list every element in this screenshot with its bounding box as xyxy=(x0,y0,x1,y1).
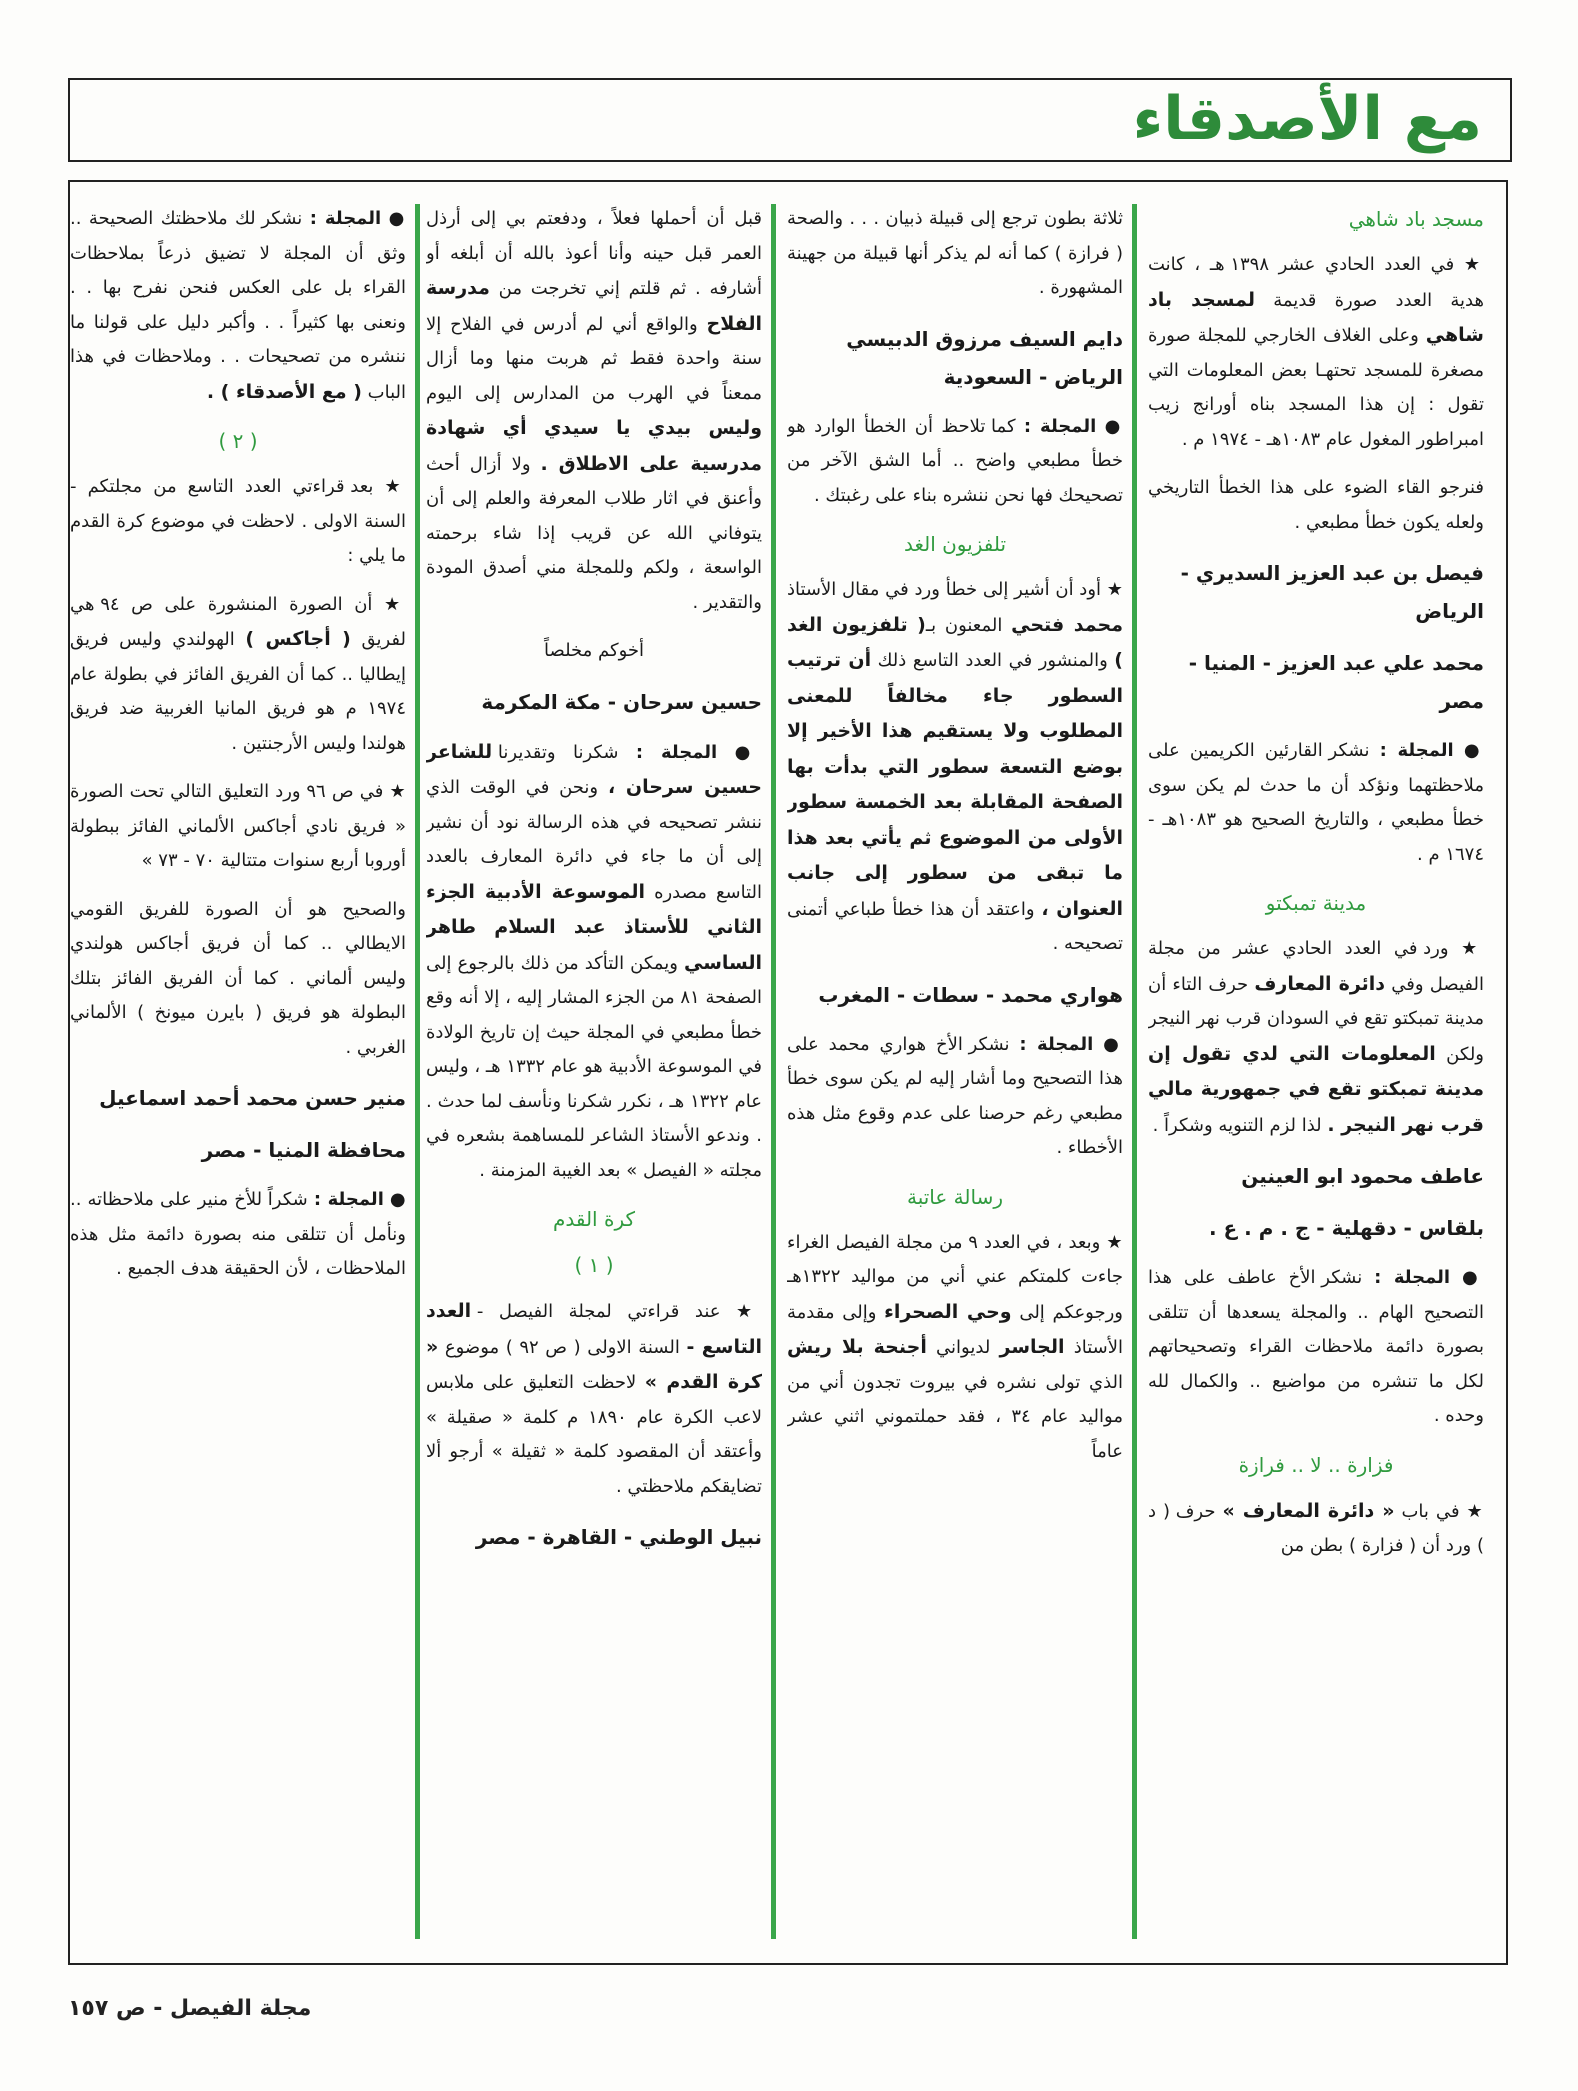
column-2 xyxy=(787,202,1123,1942)
paragraph: والصحيح هو أن الصورة للفريق القومي الايطالي .. كما أن فريق أجاكس هولندي وليس ألماني . كما أن الفريق الفائز بتلك البطولة هو فريق ( بايرن ميونخ ) الألماني الغربي . xyxy=(70,898,406,1058)
editor-reply: ● المجلة : نشكر الأخ هواري محمد على هذا التصحيح وما أشار إليه لم يكن سوى خطأ مطبعي رغم حرصنا على عدم وقوع مثل هذه الأخطاء . xyxy=(787,1033,1123,1158)
bullet-icon: ● xyxy=(1093,1033,1123,1055)
editor-reply: ● المجلة : شكراً للأخ منير على ملاحظاته .. ونأمل أن تتلقى منه بصورة دائمة مثل هذه الملاحظات ، لأن الحقيقة هدف الجميع . xyxy=(70,1189,406,1279)
column-divider xyxy=(771,204,776,1939)
editor-reply: ● المجلة : نشكر الأخ عاطف على هذا التصحيح الهام .. والمجلة يسعدها أن تتلقى بصورة دائمة ملاحظات القراء وتصحيحاتهم لكل ما تنشره من مواضيع .. والكمال لله وحده . xyxy=(1148,1267,1484,1426)
editor-reply: ● المجلة : كما تلاحظ أن الخطأ الوارد هو خطأ مطبعي واضح .. أما الشق الآخر من تصحيحك فها نحن ننشره بناء على رغبتك . xyxy=(787,415,1123,506)
star-icon: ★ xyxy=(720,1301,762,1322)
signature: دايم السيف مرزوق الدبيسي الرياض - السعودية xyxy=(846,326,1123,389)
bullet-icon: ● xyxy=(1450,1267,1484,1288)
signature: منير حسن محمد أحمد اسماعيل xyxy=(99,1086,406,1110)
signature: محافظة المنيا - مصر xyxy=(201,1138,406,1162)
content-frame xyxy=(68,180,1508,1965)
star-icon: ★ xyxy=(372,593,406,615)
star-icon: ★ xyxy=(1459,1500,1484,1522)
column-4 xyxy=(70,202,406,1942)
page-footer: مجلة الفيصل - ص ١٥٧ xyxy=(68,1996,312,2021)
signature: حسين سرحان - مكة المكرمة xyxy=(481,689,762,714)
signature: نبيل الوطني - القاهرة - مصر xyxy=(475,1525,762,1549)
bullet-icon: ● xyxy=(383,1189,406,1210)
section-header xyxy=(68,78,1512,162)
editor-reply: ● المجلة : شكرنا وتقديرنا للشاعر حسين سرحان ، ونحن في الوقت الذي ننشر تصحيحه في هذه الرسالة نود أن نشير إلى أن ما جاء في دائرة المعارف بالعدد التاسع مصدره الموسوعة الأدبية الجزء الثاني للأستاذ عبد السلام طاهر الساسي ويمكن التأكد من ذلك بالرجوع إلى الصفحة ٨١ من الجزء المشار إليه ، إلا أنه وقع خطأ مطبعي في المجلة حيث إن تاريخ الولادة في الموسوعة الأدبية هو عام ١٣٣٢ هـ ، وليس عام ١٣٢٢ هـ ، نكرر شكرنا ونأسف لما حدث . . وندعو الأستاذ الشاعر للمساهمة بشعره في مجلته « الفيصل » بعد الغيبة المزمنة . xyxy=(426,740,762,1181)
star-icon: ★ xyxy=(373,476,406,497)
article-title: رسالة عاتبة xyxy=(906,1184,1004,1209)
column-3 xyxy=(426,202,762,1942)
star-icon: ★ xyxy=(1101,579,1123,600)
section-title: مع الأصدقاء xyxy=(1132,84,1482,154)
star-icon: ★ xyxy=(1448,938,1484,959)
star-icon: ★ xyxy=(383,781,406,802)
paragraph: ★ بعد قراءتي العدد التاسع من مجلتكم - السنة الاولى . لاحظت في موضوع كرة القدم ما يلي : xyxy=(70,476,406,566)
bullet-icon: ● xyxy=(381,208,406,229)
paragraph: ثلاثة بطون ترجع إلى قبيلة ذبيان . . . والصحة ( فرازة ) كما أنه لم يذكر أنها قبيلة من جهينة المشهورة . xyxy=(787,208,1123,298)
column-divider xyxy=(1132,204,1137,1939)
signature: فيصل بن عبد العزيز السديري - الرياض xyxy=(1180,561,1484,623)
paragraph: ★ أود أن أشير إلى خطأ ورد في مقال الأستاذ محمد فتحي المعنون بـ( تلفزيون الغد ) والمنشور في العدد التاسع ذلك أن ترتيب السطور جاء مخالفاً للمعنى المطلوب ولا يستقيم هذا الأخير إلا بوضع التسعة سطور التي بدأت بها الصفحة المقابلة بعد الخمسة سطور الأولى من الموضوع ثم يأتي بعد هذا ما تبقى من سطور إلى جانب العنوان ، واعتقد أن هذا خطأ طباعي أتمنى تصحيحه . xyxy=(787,579,1123,954)
article-title: تلفزيون الغد xyxy=(903,532,1007,556)
bullet-icon: ● xyxy=(1096,415,1123,437)
article-number: ( ٢ ) xyxy=(218,429,258,453)
bullet-icon: ● xyxy=(717,741,762,763)
paragraph: ★ في باب « دائرة المعارف » حرف ( د ) ورد أن ( فزارة ) بطن من xyxy=(1148,1499,1484,1556)
editor-reply: ● المجلة : نشكر لك ملاحظتك الصحيحة .. وثق أن المجلة لا تضيق ذرعاً بملاحظات القراء بل على العكس فنحن نفرح بها . . ونعنى بها كثيراً . . وأكبر دليل على قولنا ما ننشره من تصحيحات . . وملاحظات في هذا الباب ( مع الأصدقاء ) . xyxy=(70,208,406,403)
paragraph: ★ أن الصورة المنشورة على ص ٩٤ هي لفريق ( أجاكس ) الهولندي وليس فريق إيطاليا .. كما أن الفريق الفائز في بطولة عام ١٩٧٤ م هو فريق المانيا الغربية ضد فريق هولندا وليس الأرجنتين . xyxy=(70,593,406,754)
paragraph: فنرجو القاء الضوء على هذا الخطأ التاريخي ولعله يكون خطأ مطبعي . xyxy=(1148,477,1484,533)
bullet-icon: ● xyxy=(1453,740,1484,761)
paragraph: ★ في ص ٩٦ ورد التعليق التالي تحت الصورة « فريق نادي أجاكس الألماني الفائز ببطولة أوروبا أربع سنوات متتالية ٧٠ - ٧٣ » xyxy=(70,781,406,871)
article-number: ( ١ ) xyxy=(574,1253,614,1277)
column-1 xyxy=(1148,202,1484,1942)
editor-reply: ● المجلة : نشكر القارئين الكريمين على ملاحظتهما ونؤكد أن ما حدث لم يكن سوى خطأ مطبعي ، والتاريخ الصحيح هو ١٠٨٣هـ - ١٦٧٤ م . xyxy=(1148,740,1484,865)
signature: محمد علي عبد العزيز - المنيا - مصر xyxy=(1188,651,1484,713)
paragraph: ★ وبعد ، في العدد ٩ من مجلة الفيصل الغراء جاءت كلمتكم عني أني من مواليد ١٣٢٢هـ ورجوعكم إلى وحي الصحراء وإلى مقدمة الأستاذ الجاسر لديواني أجنحة بلا ريش الذي تولى نشره في بيروت تجدون أني من مواليد عام ٣٤ ، فقد حملتموني اثني عشر عاماً xyxy=(787,1231,1123,1462)
star-icon: ★ xyxy=(1454,254,1484,275)
article-title: مدينة تمبكتو xyxy=(1265,891,1367,915)
closing-text: أخوكم مخلصاً xyxy=(543,640,644,661)
paragraph: قبل أن أحملها فعلاً ، ودفعتم بي إلى أرذل العمر قبل حينه وأنا أعوذ بالله أن أبلغه أو أشارفه . ثم قلتم إني تخرجت من مدرسة الفلاح والواقع أني لم أدرس في الفلاح إلا سنة واحدة فقط ثم هربت منها وما أزال ممعناً في الهرب من المدارس إلى اليوم وليس بيدي يا سيدي أي شهادة مدرسية على الاطلاق . ولا أزال أحث وأعنق في اثار طلاب المعرفة والعلم إلى أن يتوفاني الله عن قريب إذا شاء برحمته الواسعة ، ولكم وللمجلة مني أصدق المودة والتقدير . xyxy=(426,208,762,613)
signature: عاطف محمود ابو العينين xyxy=(1241,1164,1484,1188)
article-title: فزارة .. لا .. فرازة xyxy=(1238,1452,1394,1477)
star-icon: ★ xyxy=(1100,1231,1123,1253)
article-title: كرة القدم xyxy=(552,1207,636,1231)
signature: هواري محمد - سطات - المغرب xyxy=(818,982,1123,1007)
paragraph: ★ عند قراءتي لمجلة الفيصل - العدد التاسع - السنة الاولى ( ص ٩٢ ) موضوع « كرة القدم » لاحظت التعليق على ملابس لاعب الكرة عام ١٨٩٠ م كلمة « صقيلة » وأعتقد أن المقصود كلمة « ثقيلة » أرجو ألا تضايقكم ملاحظتي . xyxy=(426,1300,762,1497)
article-title: مسجد باد شاهي xyxy=(1348,207,1484,231)
paragraph: ★ في العدد الحادي عشر ١٣٩٨ هـ ، كانت هدية العدد صورة قديمة لمسجد باد شاهي وعلى الغلاف الخارجي للمجلة صورة مصغرة للمسجد تحتهـا بعض المعلومات التي تقول : إن هذا المسجد بناه أورانج زيب امبراطور المغول عام ١٠٨٣هـ - ١٩٧٤ م . xyxy=(1148,254,1484,450)
signature: بلقاس - دقهلية - ج . م . ع . xyxy=(1209,1216,1484,1240)
column-divider xyxy=(415,204,420,1939)
paragraph: ★ ورد في العدد الحادي عشر من مجلة الفيصل وفي دائرة المعارف حرف التاء أن مدينة تمبكتو تقع في السودان قرب نهر النيجر ولكن المعلومات التي لدي تقول إن مدينة تمبكتو تقع في جمهورية مالي قرب نهر النيجر . لذا لزم التنويه وشكراً . xyxy=(1148,938,1484,1136)
